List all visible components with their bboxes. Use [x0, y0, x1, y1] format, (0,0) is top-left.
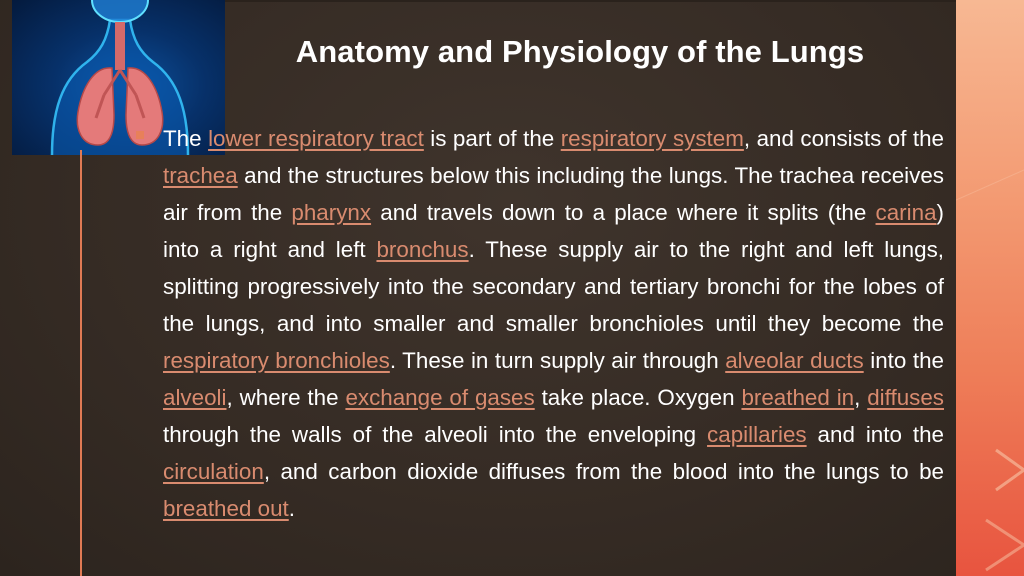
body-text-segment: through the walls of the alveoli into the enveloping [163, 422, 708, 447]
chevron-decoration-icon [956, 0, 1024, 576]
body-text-segment: , [854, 385, 868, 410]
body-text-segment: and travels down to a place where it splits (the [371, 200, 876, 225]
body-paragraph [163, 120, 944, 527]
body-text-segment: . [288, 496, 295, 521]
hyperlink-breathed-in[interactable]: breathed in [741, 385, 855, 410]
hyperlink-respiratory-system[interactable]: respiratory system [560, 126, 744, 151]
hyperlink-diffuses[interactable]: diffuses [867, 385, 944, 410]
hyperlink-circulation[interactable]: circulation [163, 459, 264, 484]
hyperlink-breathed-out[interactable]: breathed out [163, 496, 289, 521]
hyperlink-carina[interactable]: carina [875, 200, 937, 225]
hyperlink-trachea[interactable]: trachea [163, 163, 238, 188]
body-text-segment: . These supply air to the right and left lungs, splitting progressively into the secondary and tertiary bronchi for the lobes of the lungs, and into smaller and smaller bronchioles until they become the [163, 237, 944, 336]
body-text-segment: , and consists of the [743, 126, 945, 151]
body-text-segment: and into the [806, 422, 944, 447]
body-text-segment: is part of the [423, 126, 561, 151]
body-text-segment: and the structures below this including the lungs. The trachea receives air from the [163, 163, 944, 225]
hyperlink-respiratory-bronchioles[interactable]: respiratory bronchioles [163, 348, 390, 373]
hyperlink-capillaries[interactable]: capillaries [707, 422, 807, 447]
top-divider [225, 0, 956, 2]
body-text-segment: ) into a right and left [163, 200, 944, 262]
slide-title: Anatomy and Physiology of the Lungs [295, 34, 865, 69]
hyperlink-exchange-of-gases[interactable]: exchange of gases [345, 385, 535, 410]
decorative-side-band [956, 0, 1024, 576]
hyperlink-alveolar-ducts[interactable]: alveolar ducts [725, 348, 864, 373]
hyperlink-alveoli[interactable]: alveoli [163, 385, 227, 410]
bullet-marker [136, 131, 144, 139]
hyperlink-lower-respiratory-tract[interactable]: lower respiratory tract [208, 126, 424, 151]
body-text-segment: , and carbon dioxide diffuses from the blood into the lungs to be [263, 459, 944, 484]
hyperlink-pharynx[interactable]: pharynx [291, 200, 372, 225]
body-text-segment: take place. Oxygen [534, 385, 742, 410]
accent-line-left [80, 150, 82, 576]
body-text-segment: . These in turn supply air through [389, 348, 726, 373]
body-text-segment: , where the [226, 385, 346, 410]
hyperlink-bronchus[interactable]: bronchus [376, 237, 469, 262]
body-text-segment: The [163, 126, 209, 151]
body-text-segment: into the [863, 348, 944, 373]
